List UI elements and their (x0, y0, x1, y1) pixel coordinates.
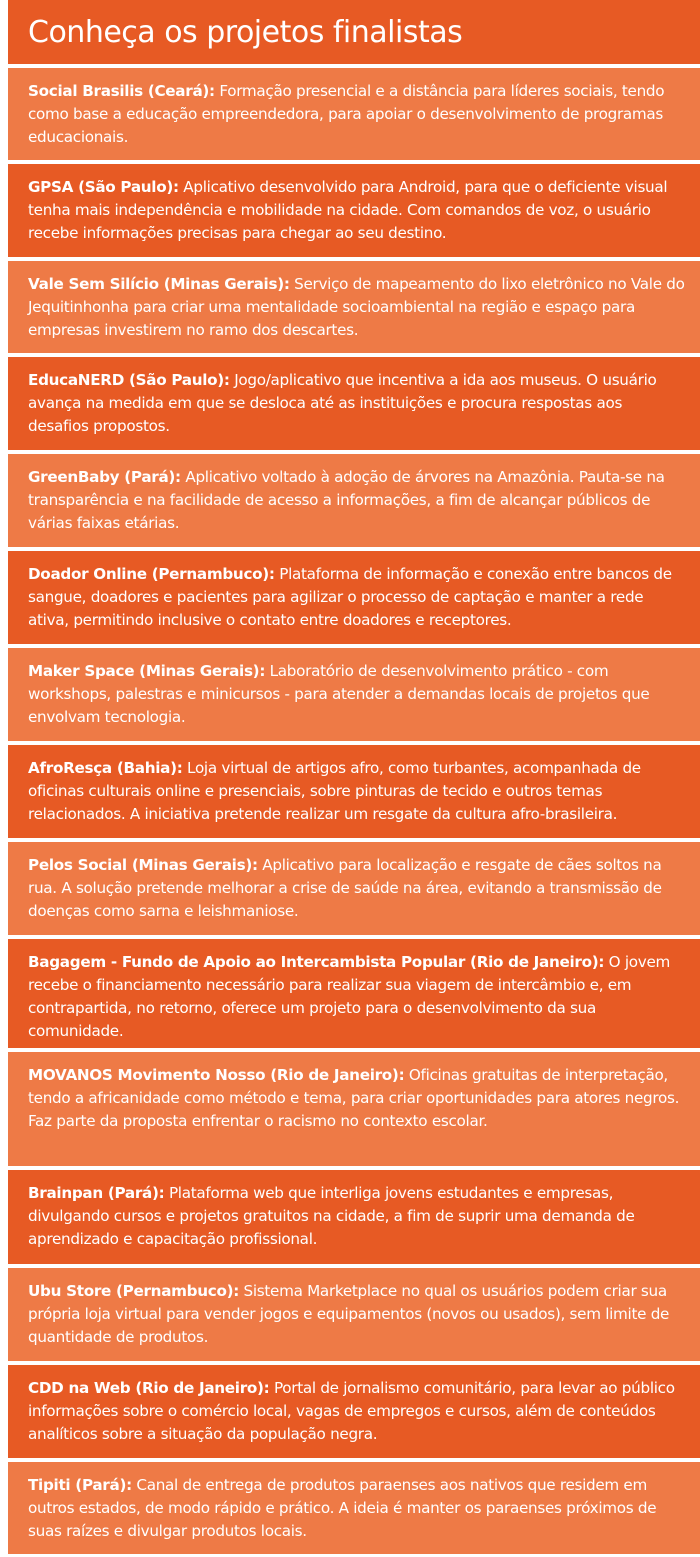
project-description: Laboratório de desenvolvimento prático - com workshops, palestras e minicursos - para atender a demandas locais de projetos que envolvam tecnologia. (28, 662, 650, 726)
project-row-doador-online (8, 551, 700, 644)
project-row-cdd-na-web (8, 1365, 700, 1458)
project-name: Brainpan (Pará): (28, 1184, 165, 1202)
finalists-infographic (8, 0, 700, 1557)
project-row-vale-sem-silicio (8, 261, 700, 353)
project-row-greenbaby (8, 454, 700, 547)
project-name: Ubu Store (Pernambuco): (28, 1282, 239, 1300)
header-banner (8, 0, 700, 64)
project-description: Plataforma de informação e conexão entre bancos de sangue, doadores e pacientes para agilizar o processo de captação e manter a rede ativa, permitindo inclusive o contato entre doadores e receptores. (28, 565, 672, 629)
project-row-movanos (8, 1052, 700, 1166)
project-row-brainpan (8, 1170, 700, 1264)
project-name: Tipiti (Pará): (28, 1476, 132, 1494)
project-description: Aplicativo voltado à adoção de árvores na Amazônia. Pauta-se na transparência e na facilidade de acesso a informações, a fim de alcançar públicos de várias faixas etárias. (28, 468, 665, 532)
project-name: Maker Space (Minas Gerais): (28, 662, 266, 680)
project-name: Pelos Social (Minas Gerais): (28, 856, 258, 874)
project-description: Serviço de mapeamento do lixo eletrônico no Vale do Jequitinhonha para criar uma mentalidade socioambiental na região e espaço para empresas investirem no ramo dos descartes. (28, 275, 685, 339)
project-name: GPSA (São Paulo): (28, 178, 179, 196)
page-title: Conheça os projetos finalistas (28, 14, 463, 50)
project-description: Jogo/aplicativo que incentiva a ida aos museus. O usuário avança na medida em que se desloca até as instituições e procura respostas aos desafios propostos. (28, 371, 657, 435)
project-row-social-brasilis (8, 68, 700, 160)
project-name: Bagagem - Fundo de Apoio ao Intercambista Popular (Rio de Janeiro): (28, 953, 605, 971)
project-name: GreenBaby (Pará): (28, 468, 181, 486)
project-name: Social Brasilis (Ceará): (28, 82, 215, 100)
project-row-afroresca (8, 745, 700, 838)
project-row-ubu-store (8, 1268, 700, 1361)
project-description: Aplicativo desenvolvido para Android, para que o deficiente visual tenha mais independência e mobilidade na cidade. Com comandos de voz, o usuário recebe informações precisas para chegar ao seu destino. (28, 178, 668, 242)
project-description: Sistema Marketplace no qual os usuários podem criar sua própria loja virtual para vender jogos e equipamentos (novos ou usados), sem limite de quantidade de produtos. (28, 1282, 670, 1346)
project-row-pelos-social (8, 842, 700, 935)
project-name: EducaNERD (São Paulo): (28, 371, 230, 389)
project-name: CDD na Web (Rio de Janeiro): (28, 1379, 270, 1397)
project-name: Doador Online (Pernambuco): (28, 565, 275, 583)
project-name: AfroResça (Bahia): (28, 759, 183, 777)
project-row-gpsa (8, 164, 700, 257)
project-description: Portal de jornalismo comunitário, para levar ao público informações sobre o comércio local, vagas de empregos e cursos, além de conteúdos analíticos sobre a situação da população negra. (28, 1379, 675, 1443)
project-description: Loja virtual de artigos afro, como turbantes, acompanhada de oficinas culturais online e presenciais, sobre pinturas de tecido e outros temas relacionados. A iniciativa pretende realizar um resgate da cultura afro-brasileira. (28, 759, 641, 823)
project-description: Aplicativo para localização e resgate de cães soltos na rua. A solução pretende melhorar a crise de saúde na área, evitando a transmissão de doenças como sarna e leishmaniose. (28, 856, 662, 920)
project-name: MOVANOS Movimento Nosso (Rio de Janeiro): (28, 1066, 405, 1084)
project-description: O jovem recebe o financiamento necessário para realizar sua viagem de intercâmbio e, em contrapartida, no retorno, oferece um projeto para o desenvolvimento da sua comunidade. (28, 953, 670, 1040)
project-description: Plataforma web que interliga jovens estudantes e empresas, divulgando cursos e projetos gratuitos na cidade, a fim de suprir uma demanda de aprendizado e capacitação profissional. (28, 1184, 635, 1248)
project-description: Oficinas gratuitas de interpretação, tendo a africanidade como método e tema, para criar oportunidades para atores negros. Faz parte da proposta enfrentar o racismo no contexto escolar. (28, 1066, 680, 1130)
project-description: Formação presencial e a distância para líderes sociais, tendo como base a educação empreendedora, para apoiar o desenvolvimento de programas educacionais. (28, 82, 665, 146)
project-row-bagagem (8, 939, 700, 1048)
project-description: Canal de entrega de produtos paraenses aos nativos que residem em outros estados, de modo rápido e prático. A ideia é manter os paraenses próximos de suas raízes e divulgar produtos locais. (28, 1476, 657, 1540)
project-row-tipiti (8, 1462, 700, 1554)
project-row-maker-space (8, 648, 700, 741)
project-row-educanerd (8, 357, 700, 450)
project-name: Vale Sem Silício (Minas Gerais): (28, 275, 290, 293)
